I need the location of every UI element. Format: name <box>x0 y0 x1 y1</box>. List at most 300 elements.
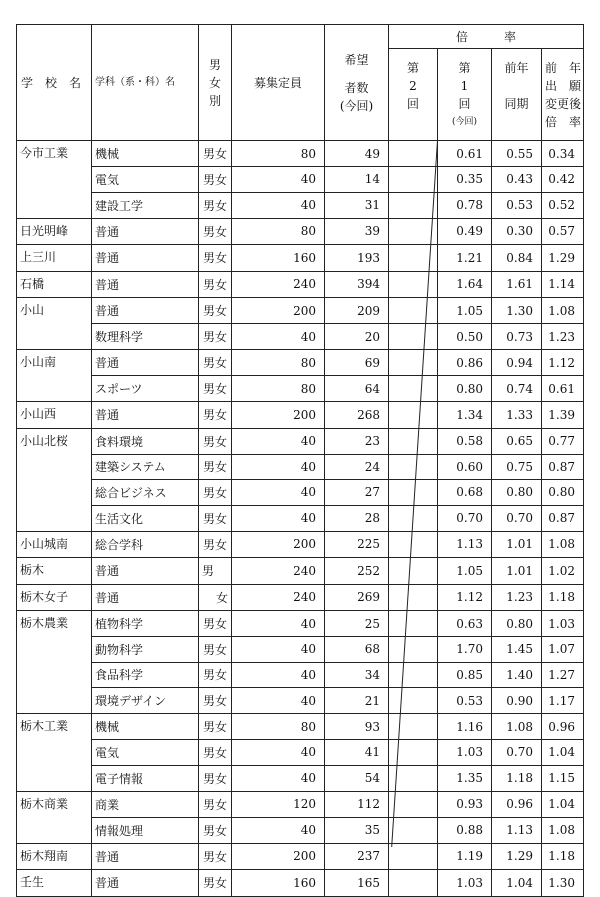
prev-same-ratio-cell: 1.04 <box>492 870 542 897</box>
dept-cell: 普通 <box>92 271 199 298</box>
gender-cell: 男女 <box>199 637 232 663</box>
prev-same-ratio-cell: 1.40 <box>492 662 542 688</box>
round1-ratio-cell: 0.60 <box>438 454 492 480</box>
applicants-cell: 69 <box>325 350 389 376</box>
school-cell <box>17 324 92 350</box>
prev-final-ratio-cell: 1.29 <box>542 245 584 272</box>
prev-final-ratio-cell: 0.96 <box>542 714 584 740</box>
gender-cell: 男女 <box>199 740 232 766</box>
school-cell: 小山 <box>17 298 92 324</box>
gender-cell: 男女 <box>199 324 232 350</box>
capacity-cell: 80 <box>232 714 325 740</box>
gender-cell: 男女 <box>199 843 232 870</box>
table-row <box>17 298 584 324</box>
school-cell <box>17 192 92 218</box>
table-row <box>17 584 584 611</box>
header-capacity: 募集定員 <box>232 25 325 141</box>
table-row <box>17 428 584 454</box>
table-body <box>17 141 584 897</box>
prev-same-ratio-cell: 0.75 <box>492 454 542 480</box>
prev-same-ratio-cell: 0.55 <box>492 141 542 167</box>
prev-same-ratio-cell: 0.30 <box>492 218 542 245</box>
round2-ratio-cell <box>389 817 438 843</box>
applicants-cell: 225 <box>325 531 389 558</box>
applicants-cell: 237 <box>325 843 389 870</box>
prev-same-ratio-cell: 0.70 <box>492 505 542 531</box>
round1-ratio-cell: 0.50 <box>438 324 492 350</box>
gender-cell: 男女 <box>199 662 232 688</box>
round1-ratio-cell: 0.68 <box>438 480 492 506</box>
capacity-cell: 40 <box>232 428 325 454</box>
round2-ratio-cell <box>389 271 438 298</box>
round2-ratio-cell <box>389 376 438 402</box>
dept-cell: 情報処理 <box>92 817 199 843</box>
prev-same-ratio-cell: 1.01 <box>492 558 542 585</box>
round1-ratio-cell: 0.63 <box>438 611 492 637</box>
capacity-cell: 40 <box>232 480 325 506</box>
applicants-cell: 35 <box>325 817 389 843</box>
gender-cell: 男女 <box>199 218 232 245</box>
prev-same-ratio-cell: 1.61 <box>492 271 542 298</box>
prev-final-ratio-cell: 1.08 <box>542 817 584 843</box>
header-applicants: 希望 者数 (今回) <box>325 25 389 141</box>
prev-final-ratio-cell: 1.03 <box>542 611 584 637</box>
applicants-cell: 68 <box>325 637 389 663</box>
prev-final-ratio-cell: 1.17 <box>542 688 584 714</box>
school-cell <box>17 480 92 506</box>
dept-cell: 植物科学 <box>92 611 199 637</box>
table-row <box>17 192 584 218</box>
dept-cell: 普通 <box>92 245 199 272</box>
school-cell: 壬生 <box>17 870 92 897</box>
prev-same-ratio-cell: 1.18 <box>492 765 542 791</box>
dept-cell: 普通 <box>92 402 199 429</box>
school-cell <box>17 817 92 843</box>
round2-ratio-cell <box>389 584 438 611</box>
table-row <box>17 480 584 506</box>
dept-cell: 総合学科 <box>92 531 199 558</box>
table-row <box>17 740 584 766</box>
school-cell: 栃木工業 <box>17 714 92 740</box>
school-cell <box>17 505 92 531</box>
applicants-cell: 14 <box>325 167 389 193</box>
round2-ratio-cell <box>389 480 438 506</box>
header-dept: 学科（系・科）名 <box>92 25 199 141</box>
round1-ratio-cell: 0.61 <box>438 141 492 167</box>
table-row <box>17 505 584 531</box>
school-cell <box>17 688 92 714</box>
gender-cell: 男女 <box>199 245 232 272</box>
prev-final-ratio-cell: 1.08 <box>542 298 584 324</box>
gender-cell: 男女 <box>199 817 232 843</box>
header-gender: 男 女 別 <box>199 25 232 141</box>
table-row <box>17 271 584 298</box>
gender-cell: 男女 <box>199 428 232 454</box>
capacity-cell: 160 <box>232 245 325 272</box>
table-row <box>17 817 584 843</box>
round2-ratio-cell <box>389 688 438 714</box>
prev-final-ratio-cell: 0.34 <box>542 141 584 167</box>
round2-ratio-cell <box>389 245 438 272</box>
school-cell: 小山南 <box>17 350 92 376</box>
gender-cell: 男女 <box>199 688 232 714</box>
round1-ratio-cell: 1.05 <box>438 558 492 585</box>
applicants-cell: 54 <box>325 765 389 791</box>
round1-ratio-cell: 1.16 <box>438 714 492 740</box>
prev-same-ratio-cell: 1.29 <box>492 843 542 870</box>
prev-final-ratio-cell: 0.87 <box>542 454 584 480</box>
capacity-cell: 240 <box>232 558 325 585</box>
prev-final-ratio-cell: 0.42 <box>542 167 584 193</box>
applicants-cell: 209 <box>325 298 389 324</box>
round2-ratio-cell <box>389 791 438 817</box>
applicants-cell: 269 <box>325 584 389 611</box>
dept-cell: 数理科学 <box>92 324 199 350</box>
prev-same-ratio-cell: 0.80 <box>492 611 542 637</box>
applicants-cell: 252 <box>325 558 389 585</box>
table-row <box>17 350 584 376</box>
header-prev-final: 前 年 出 願 変更後 倍 率 <box>542 49 584 141</box>
prev-final-ratio-cell: 1.18 <box>542 584 584 611</box>
gender-cell: 男女 <box>199 376 232 402</box>
table-row <box>17 637 584 663</box>
prev-final-ratio-cell: 0.77 <box>542 428 584 454</box>
table-row <box>17 167 584 193</box>
dept-cell: 普通 <box>92 558 199 585</box>
school-cell: 栃木農業 <box>17 611 92 637</box>
school-cell <box>17 662 92 688</box>
round1-ratio-cell: 1.21 <box>438 245 492 272</box>
table-row <box>17 714 584 740</box>
applicants-cell: 394 <box>325 271 389 298</box>
round2-ratio-cell <box>389 611 438 637</box>
round1-ratio-cell: 0.86 <box>438 350 492 376</box>
round1-ratio-cell: 1.34 <box>438 402 492 429</box>
header-school: 学 校 名 <box>17 25 92 141</box>
table-row <box>17 662 584 688</box>
capacity-cell: 40 <box>232 688 325 714</box>
prev-same-ratio-cell: 0.84 <box>492 245 542 272</box>
dept-cell: 機械 <box>92 141 199 167</box>
capacity-cell: 200 <box>232 531 325 558</box>
round1-ratio-cell: 0.78 <box>438 192 492 218</box>
table-row <box>17 324 584 350</box>
prev-same-ratio-cell: 0.80 <box>492 480 542 506</box>
capacity-cell: 120 <box>232 791 325 817</box>
prev-same-ratio-cell: 0.90 <box>492 688 542 714</box>
prev-same-ratio-cell: 0.96 <box>492 791 542 817</box>
gender-cell: 男女 <box>199 350 232 376</box>
school-cell <box>17 376 92 402</box>
round2-ratio-cell <box>389 350 438 376</box>
school-cell: 上三川 <box>17 245 92 272</box>
dept-cell: 総合ビジネス <box>92 480 199 506</box>
capacity-cell: 240 <box>232 271 325 298</box>
table-row <box>17 558 584 585</box>
applicants-cell: 112 <box>325 791 389 817</box>
school-cell: 小山北桜 <box>17 428 92 454</box>
round2-ratio-cell <box>389 740 438 766</box>
school-cell: 栃木 <box>17 558 92 585</box>
prev-final-ratio-cell: 0.80 <box>542 480 584 506</box>
prev-final-ratio-cell: 1.04 <box>542 740 584 766</box>
applicants-cell: 165 <box>325 870 389 897</box>
table-row <box>17 141 584 167</box>
table-row <box>17 765 584 791</box>
applicants-cell: 193 <box>325 245 389 272</box>
prev-same-ratio-cell: 0.74 <box>492 376 542 402</box>
dept-cell: 建築システム <box>92 454 199 480</box>
dept-cell: 動物科学 <box>92 637 199 663</box>
round1-ratio-cell: 0.35 <box>438 167 492 193</box>
prev-final-ratio-cell: 0.52 <box>542 192 584 218</box>
round2-ratio-cell <box>389 870 438 897</box>
round2-ratio-cell <box>389 505 438 531</box>
applicants-cell: 21 <box>325 688 389 714</box>
applicants-cell: 31 <box>325 192 389 218</box>
dept-cell: 普通 <box>92 298 199 324</box>
table-row <box>17 245 584 272</box>
prev-final-ratio-cell: 1.07 <box>542 637 584 663</box>
table-row <box>17 611 584 637</box>
school-cell: 石橋 <box>17 271 92 298</box>
round2-ratio-cell <box>389 531 438 558</box>
capacity-cell: 200 <box>232 402 325 429</box>
round1-ratio-cell: 1.03 <box>438 870 492 897</box>
applicants-cell: 28 <box>325 505 389 531</box>
capacity-cell: 80 <box>232 141 325 167</box>
gender-cell: 男女 <box>199 714 232 740</box>
prev-same-ratio-cell: 1.13 <box>492 817 542 843</box>
round2-ratio-cell <box>389 141 438 167</box>
round2-ratio-cell <box>389 454 438 480</box>
school-cell <box>17 765 92 791</box>
prev-final-ratio-cell: 1.27 <box>542 662 584 688</box>
applicants-cell: 25 <box>325 611 389 637</box>
table-row <box>17 402 584 429</box>
round1-ratio-cell: 1.70 <box>438 637 492 663</box>
table-row <box>17 870 584 897</box>
prev-same-ratio-cell: 1.45 <box>492 637 542 663</box>
capacity-cell: 40 <box>232 817 325 843</box>
dept-cell: 普通 <box>92 584 199 611</box>
header-prev-same: 前年 同期 <box>492 49 542 141</box>
round2-ratio-cell <box>389 558 438 585</box>
gender-cell: 男女 <box>199 505 232 531</box>
application-ratio-table <box>16 24 584 897</box>
dept-cell: 普通 <box>92 843 199 870</box>
capacity-cell: 80 <box>232 376 325 402</box>
capacity-cell: 40 <box>232 505 325 531</box>
applicants-cell: 24 <box>325 454 389 480</box>
round2-ratio-cell <box>389 167 438 193</box>
round1-ratio-cell: 1.19 <box>438 843 492 870</box>
school-cell: 栃木女子 <box>17 584 92 611</box>
prev-final-ratio-cell: 1.23 <box>542 324 584 350</box>
applicants-cell: 41 <box>325 740 389 766</box>
round2-ratio-cell <box>389 428 438 454</box>
prev-final-ratio-cell: 1.02 <box>542 558 584 585</box>
applicants-cell: 268 <box>325 402 389 429</box>
dept-cell: 建設工学 <box>92 192 199 218</box>
applicants-cell: 20 <box>325 324 389 350</box>
applicants-cell: 39 <box>325 218 389 245</box>
gender-cell: 男女 <box>199 454 232 480</box>
applicants-cell: 34 <box>325 662 389 688</box>
prev-same-ratio-cell: 0.70 <box>492 740 542 766</box>
round1-ratio-cell: 0.49 <box>438 218 492 245</box>
gender-cell: 男女 <box>199 611 232 637</box>
round1-ratio-cell: 0.53 <box>438 688 492 714</box>
prev-final-ratio-cell: 0.57 <box>542 218 584 245</box>
dept-cell: 電気 <box>92 740 199 766</box>
prev-same-ratio-cell: 0.43 <box>492 167 542 193</box>
capacity-cell: 80 <box>232 218 325 245</box>
header-round2: 第 2 回 <box>389 49 438 141</box>
round1-ratio-cell: 1.13 <box>438 531 492 558</box>
round1-ratio-cell: 0.58 <box>438 428 492 454</box>
prev-final-ratio-cell: 1.04 <box>542 791 584 817</box>
capacity-cell: 80 <box>232 350 325 376</box>
prev-same-ratio-cell: 1.01 <box>492 531 542 558</box>
round1-ratio-cell: 1.12 <box>438 584 492 611</box>
dept-cell: 普通 <box>92 870 199 897</box>
dept-cell: 電気 <box>92 167 199 193</box>
gender-cell: 男女 <box>199 870 232 897</box>
prev-final-ratio-cell: 1.08 <box>542 531 584 558</box>
capacity-cell: 40 <box>232 454 325 480</box>
gender-cell: 男 <box>199 558 232 585</box>
header-ratio: 倍 率 <box>389 25 584 49</box>
gender-cell: 女 <box>199 584 232 611</box>
round1-ratio-cell: 0.85 <box>438 662 492 688</box>
header-round1: 第 1 回 (今回) <box>438 49 492 141</box>
round1-ratio-cell: 0.93 <box>438 791 492 817</box>
applicants-cell: 64 <box>325 376 389 402</box>
dept-cell: 環境デザイン <box>92 688 199 714</box>
table-row <box>17 218 584 245</box>
school-cell <box>17 454 92 480</box>
prev-same-ratio-cell: 1.23 <box>492 584 542 611</box>
capacity-cell: 40 <box>232 740 325 766</box>
gender-cell: 男女 <box>199 141 232 167</box>
dept-cell: 商業 <box>92 791 199 817</box>
round2-ratio-cell <box>389 192 438 218</box>
prev-final-ratio-cell: 1.30 <box>542 870 584 897</box>
gender-cell: 男女 <box>199 271 232 298</box>
prev-same-ratio-cell: 1.33 <box>492 402 542 429</box>
prev-same-ratio-cell: 1.08 <box>492 714 542 740</box>
round1-ratio-cell: 0.88 <box>438 817 492 843</box>
prev-final-ratio-cell: 1.18 <box>542 843 584 870</box>
school-cell <box>17 637 92 663</box>
school-cell: 日光明峰 <box>17 218 92 245</box>
dept-cell: 普通 <box>92 350 199 376</box>
round1-ratio-cell: 1.35 <box>438 765 492 791</box>
capacity-cell: 40 <box>232 637 325 663</box>
round2-ratio-cell <box>389 714 438 740</box>
gender-cell: 男女 <box>199 402 232 429</box>
table-row <box>17 791 584 817</box>
capacity-cell: 40 <box>232 324 325 350</box>
school-cell <box>17 167 92 193</box>
school-cell: 今市工業 <box>17 141 92 167</box>
round1-ratio-cell: 1.64 <box>438 271 492 298</box>
round1-ratio-cell: 0.80 <box>438 376 492 402</box>
dept-cell: 機械 <box>92 714 199 740</box>
gender-cell: 男女 <box>199 192 232 218</box>
capacity-cell: 240 <box>232 584 325 611</box>
school-cell: 栃木商業 <box>17 791 92 817</box>
prev-final-ratio-cell: 1.12 <box>542 350 584 376</box>
gender-cell: 男女 <box>199 298 232 324</box>
applicants-cell: 93 <box>325 714 389 740</box>
round2-ratio-cell <box>389 765 438 791</box>
gender-cell: 男女 <box>199 791 232 817</box>
applicants-cell: 49 <box>325 141 389 167</box>
prev-same-ratio-cell: 0.73 <box>492 324 542 350</box>
table-row <box>17 376 584 402</box>
prev-same-ratio-cell: 0.65 <box>492 428 542 454</box>
applicants-cell: 27 <box>325 480 389 506</box>
capacity-cell: 40 <box>232 167 325 193</box>
prev-same-ratio-cell: 0.94 <box>492 350 542 376</box>
capacity-cell: 40 <box>232 611 325 637</box>
capacity-cell: 40 <box>232 192 325 218</box>
round2-ratio-cell <box>389 662 438 688</box>
prev-final-ratio-cell: 0.61 <box>542 376 584 402</box>
school-cell: 小山西 <box>17 402 92 429</box>
prev-same-ratio-cell: 0.53 <box>492 192 542 218</box>
dept-cell: 普通 <box>92 218 199 245</box>
table-row <box>17 531 584 558</box>
school-cell: 栃木翔南 <box>17 843 92 870</box>
round2-ratio-cell <box>389 637 438 663</box>
gender-cell: 男女 <box>199 167 232 193</box>
table-row <box>17 688 584 714</box>
round1-ratio-cell: 0.70 <box>438 505 492 531</box>
dept-cell: スポーツ <box>92 376 199 402</box>
school-cell <box>17 740 92 766</box>
round1-ratio-cell: 1.03 <box>438 740 492 766</box>
gender-cell: 男女 <box>199 765 232 791</box>
prev-final-ratio-cell: 1.15 <box>542 765 584 791</box>
prev-final-ratio-cell: 1.14 <box>542 271 584 298</box>
capacity-cell: 40 <box>232 765 325 791</box>
school-cell: 小山城南 <box>17 531 92 558</box>
table-row <box>17 454 584 480</box>
applicants-cell: 23 <box>325 428 389 454</box>
dept-cell: 食料環境 <box>92 428 199 454</box>
round2-ratio-cell <box>389 218 438 245</box>
round2-ratio-cell <box>389 298 438 324</box>
capacity-cell: 200 <box>232 843 325 870</box>
dept-cell: 電子情報 <box>92 765 199 791</box>
dept-cell: 食品科学 <box>92 662 199 688</box>
capacity-cell: 40 <box>232 662 325 688</box>
prev-same-ratio-cell: 1.30 <box>492 298 542 324</box>
prev-final-ratio-cell: 0.87 <box>542 505 584 531</box>
round1-ratio-cell: 1.05 <box>438 298 492 324</box>
capacity-cell: 160 <box>232 870 325 897</box>
gender-cell: 男女 <box>199 531 232 558</box>
gender-cell: 男女 <box>199 480 232 506</box>
round2-ratio-cell <box>389 402 438 429</box>
prev-final-ratio-cell: 1.39 <box>542 402 584 429</box>
capacity-cell: 200 <box>232 298 325 324</box>
round2-ratio-cell <box>389 324 438 350</box>
dept-cell: 生活文化 <box>92 505 199 531</box>
